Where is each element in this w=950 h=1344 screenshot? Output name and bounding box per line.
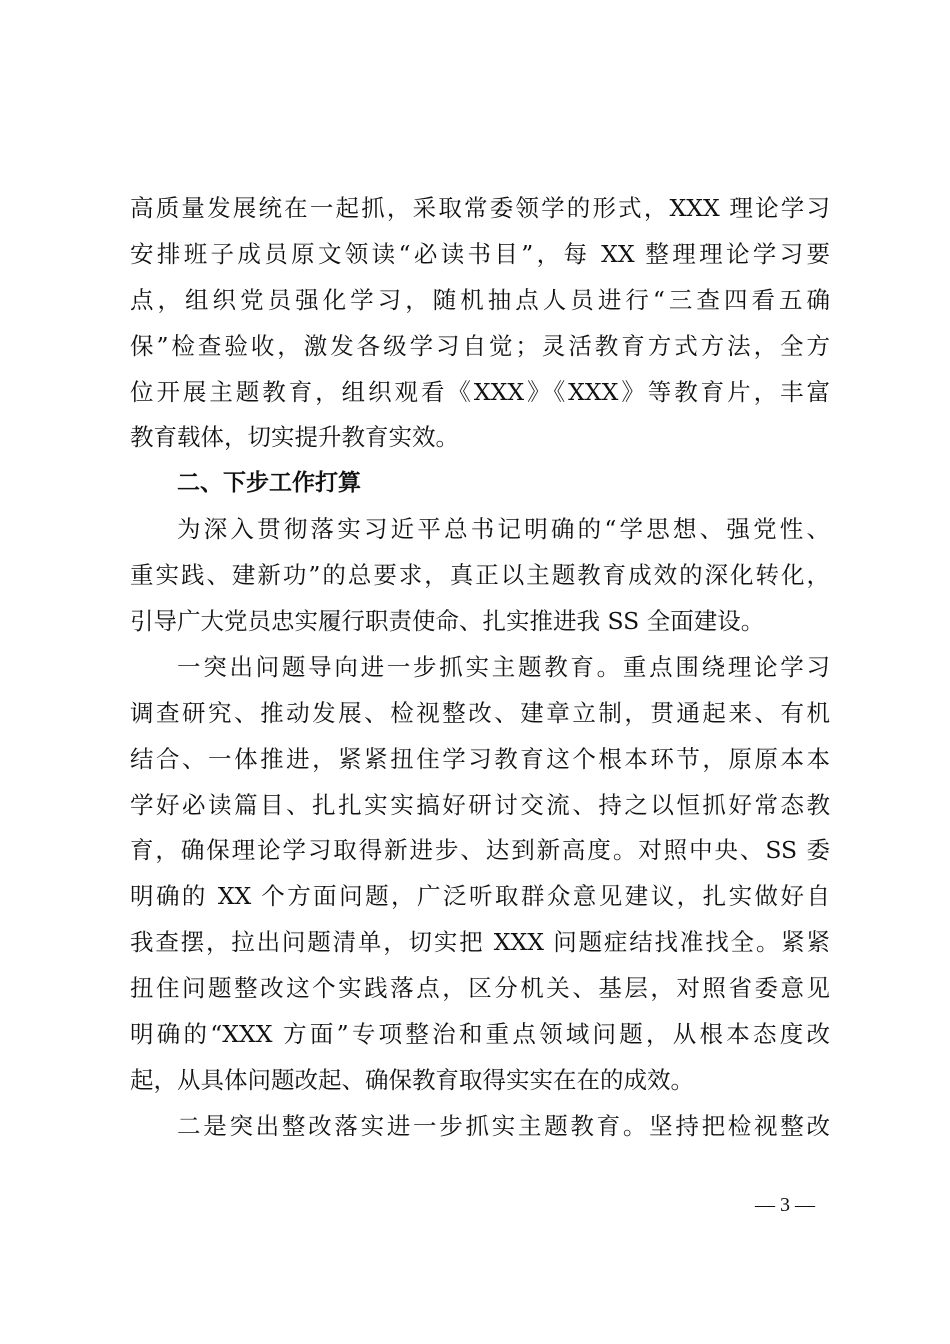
paragraph-line: 我查摆，拉出问题清单，切实把 XXX 问题症结找准找全。紧紧 bbox=[130, 928, 830, 957]
paragraph-line: 保”检查验收，激发各级学习自觉；灵活教育方式方法，全方 bbox=[130, 331, 830, 360]
paragraph-line: 明确的“XXX 方面”专项整治和重点领域问题，从根本态度改 bbox=[130, 1020, 830, 1049]
paragraph-line: 二是突出整改落实进一步抓实主题教育。坚持把检视整改 bbox=[177, 1111, 830, 1140]
paragraph-line: 起，从具体问题改起、确保教育取得实实在在的成效。 bbox=[130, 1065, 694, 1094]
paragraph-line: 为深入贯彻落实习近平总书记明确的“学思想、强党性、 bbox=[177, 515, 830, 544]
paragraph-line: 安排班子成员原文领读“必读书目”，每 XX 整理理论学习要 bbox=[130, 239, 830, 268]
paragraph-line: 位开展主题教育，组织观看《XXX》《XXX》等教育片，丰富 bbox=[130, 377, 830, 406]
body-text bbox=[130, 186, 830, 1150]
paragraph-line: 调查研究、推动发展、检视整改、建章立制，贯通起来、有机 bbox=[130, 698, 830, 727]
section-heading: 二、下步工作打算 bbox=[177, 470, 361, 497]
paragraph-line: 育，确保理论学习取得新进步、达到新高度。对照中央、SS 委 bbox=[130, 836, 830, 865]
paragraph-line: 学好必读篇目、扎扎实实搞好研讨交流、持之以恒抓好常态教 bbox=[130, 790, 830, 819]
paragraph-line: 引导广大党员忠实履行职责使命、扎实推进我 SS 全面建设。 bbox=[130, 607, 765, 636]
paragraph-line: 结合、一体推进，紧紧扭住学习教育这个根本环节，原原本本 bbox=[130, 744, 830, 773]
paragraph-line: 教育载体，切实提升教育实效。 bbox=[130, 423, 459, 452]
paragraph-line: 点，组织党员强化学习，随机抽点人员进行“三查四看五确 bbox=[130, 285, 830, 314]
paragraph-line: 扭住问题整改这个实践落点，区分机关、基层，对照省委意见 bbox=[130, 974, 830, 1003]
page-number: — 3 — bbox=[755, 1194, 815, 1216]
paragraph-line: 明确的 XX 个方面问题，广泛听取群众意见建议，扎实做好自 bbox=[130, 882, 830, 911]
paragraph-line: 一突出问题导向进一步抓实主题教育。重点围绕理论学习 bbox=[177, 652, 830, 681]
paragraph-line: 重实践、建新功”的总要求，真正以主题教育成效的深化转化， bbox=[130, 561, 830, 590]
paragraph-line: 高质量发展统在一起抓，采取常委领学的形式，XXX 理论学习 bbox=[130, 194, 830, 222]
